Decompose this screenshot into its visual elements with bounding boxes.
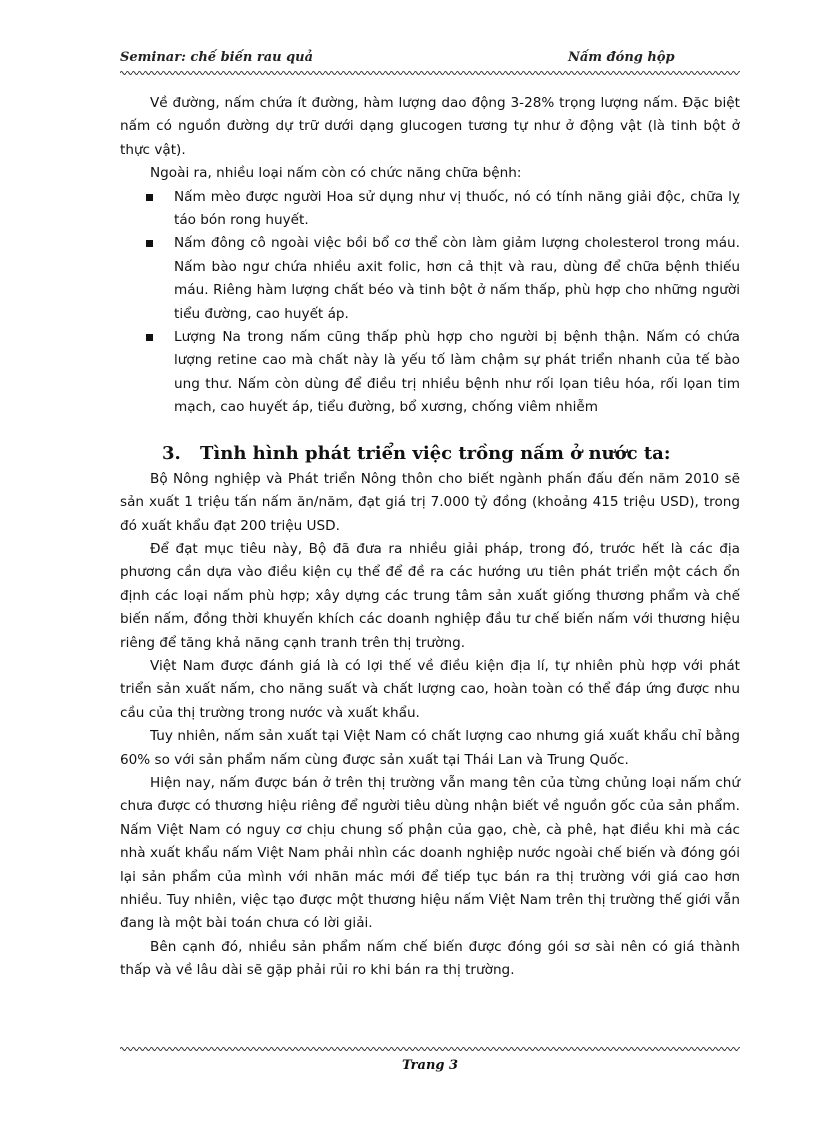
section-heading xyxy=(120,442,740,466)
page-number: Trang 3 xyxy=(401,1058,459,1073)
list-item xyxy=(120,186,740,233)
header-title-left: Seminar: chế biến rau quả xyxy=(120,50,314,65)
page-footer xyxy=(120,1058,740,1073)
paragraph: Ngoài ra, nhiều loại nấm còn có chức năng chữa bệnh: xyxy=(150,165,522,182)
paragraph: Hiện nay, nấm được bán ở trên thị trường vẫn mang tên của từng chủng loại nấm chứ chưa được có thương hiệu riêng để người tiêu dùng nhận biết về nguồn gốc của sản phẩm. Nấm Việt Nam có nguy cơ chịu chung số phận của gạo, chè, cà phê, hạt điều khi mà các nhà xuất khẩu nấm Việt Nam phải nhìn các doanh nghiệp nước ngoài chế biến và đóng gói lại sản phẩm của mình với nhãn mác mới để tiếp tục bán ra thị trường với giá cao hơn nhiều. Tuy nhiên, việc tạo được một thương hiệu nấm Việt Nam trên thị trường thế giới vẫn đang là một bài toán chưa có lời giải. xyxy=(120,774,740,932)
paragraph: Bên cạnh đó, nhiều sản phẩm nấm chế biến được đóng gói sơ sài nên có giá thành thấp và về lâu dài sẽ gặp phải rủi ro khi bán ra thị trường. xyxy=(120,938,740,979)
header-divider xyxy=(120,70,740,76)
paragraph: Bộ Nông nghiệp và Phát triển Nông thôn cho biết ngành phấn đấu đến năm 2010 sẽ sản xuất 1 triệu tấn nấm ăn/năm, đạt giá trị 7.000 tỷ đồng (khoảng 415 triệu USD), trong đó xuất khẩu đạt 200 triệu USD. xyxy=(120,470,740,534)
square-bullet-icon xyxy=(146,334,153,341)
paragraph: Tuy nhiên, nấm sản xuất tại Việt Nam có chất lượng cao nhưng giá xuất khẩu chỉ bằng 60% so với sản phẩm nấm cùng được sản xuất tại Thái Lan và Trung Quốc. xyxy=(120,728,740,768)
header-title-right: Nấm đóng hộp xyxy=(568,50,675,65)
square-bullet-icon xyxy=(146,240,153,247)
section-number: 3. xyxy=(162,442,181,464)
page-header xyxy=(120,48,740,70)
section-title: Tình hình phát triển việc trồng nấm ở nước ta: xyxy=(200,442,671,464)
list-item xyxy=(120,232,740,326)
list-item-text: Nấm đông cô ngoài việc bồi bổ cơ thể còn làm giảm lượng cholesterol trong máu. Nấm bào ngư chứa nhiều axit folic, hơn cả thịt và rau, dùng để chữa bệnh thiếu máu. Riêng hàm lượng chất béo và tinh bột ở nấm thấp, phù hợp cho những người tiểu đường, cao huyết áp. xyxy=(174,235,740,322)
list-item-text: Nấm mèo được người Hoa sử dụng như vị thuốc, nó có tính năng giải độc, chữa lỵ táo bón rong huyết. xyxy=(174,188,740,229)
list-item-text: Lượng Na trong nấm cũng thấp phù hợp cho người bị bệnh thận. Nấm có chứa lượng retine cao mà chất này là yếu tố làm chậm sự phát triển nhanh của tế bào ung thư. Nấm còn dùng để điều trị nhiều bệnh như rối lọan tiêu hóa, rối lọan tim mạch, cao huyết áp, tiểu đường, bổ xương, chống viêm nhiễm xyxy=(174,329,740,416)
square-bullet-icon xyxy=(146,194,153,201)
list-item xyxy=(120,326,740,420)
page-body xyxy=(120,92,740,983)
paragraph: Về đường, nấm chứa ít đường, hàm lượng dao động 3-28% trọng lượng nấm. Đặc biệt nấm có nguồn đường dự trữ dưới dạng glucogen tương tự như ở động vật (là tinh bột ở thực vật). xyxy=(120,95,740,158)
paragraph: Việt Nam được đánh giá là có lợi thế về điều kiện địa lí, tự nhiên phù hợp với phát triển sản xuất nấm, cho năng suất và chất lượng cao, hoàn toàn có thể đáp ứng được nhu cầu của thị trường trong nước và xuất khẩu. xyxy=(120,657,740,721)
paragraph: Để đạt mục tiêu này, Bộ đã đưa ra nhiều giải pháp, trong đó, trước hết là các địa phương cần dựa vào điều kiện cụ thể để đề ra các hướng ưu tiên phát triển một cách ổn định các loại nấm phù hợp; xây dựng các trung tâm sản xuất giống thương phẩm và chế biến nấm, đồng thời khuyến khích các doanh nghiệp đầu tư chế biến nấm với thương hiệu riêng để tăng khả năng cạnh tranh trên thị trường. xyxy=(120,540,740,651)
bullet-list xyxy=(120,186,740,420)
footer-divider xyxy=(120,1046,740,1052)
